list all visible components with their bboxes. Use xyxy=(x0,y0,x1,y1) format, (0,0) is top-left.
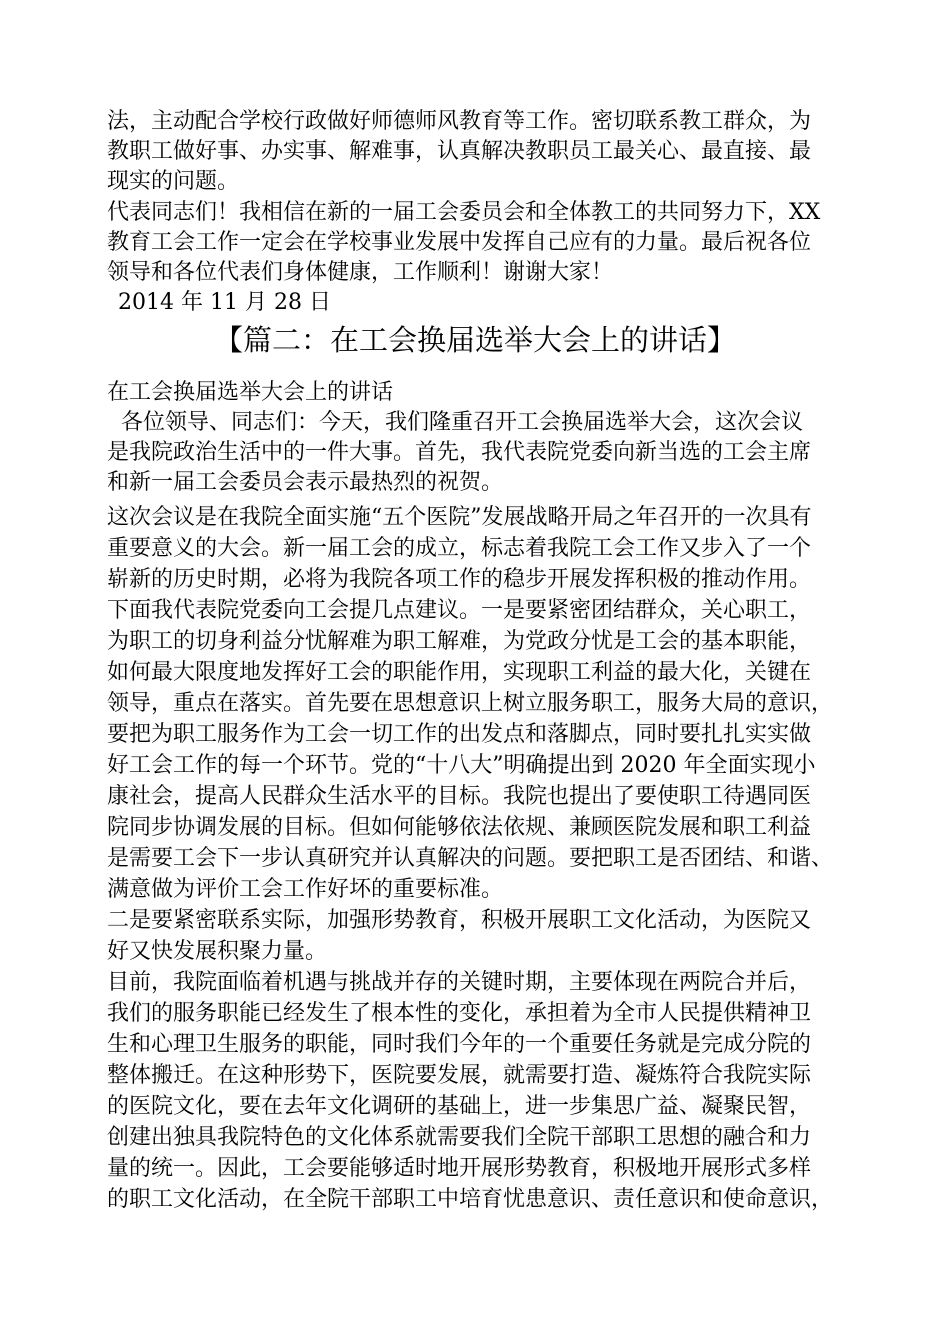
paragraph-line: 和新一届工会委员会表示最热烈的祝贺。 xyxy=(107,470,504,495)
document-date: 2014 年 11 月 28 日 xyxy=(118,290,331,315)
paragraph-line: 目前，我院面临着机遇与挑战并存的关键时期，主要体现在两院合并后， xyxy=(107,970,812,995)
paragraph-line: 领导，重点在落实。首先要在思想意识上树立服务职工，服务大局的意识， xyxy=(107,691,834,716)
paragraph-line: 要把为职工服务作为工会一切工作的出发点和落脚点，同时要扎扎实实做 xyxy=(107,722,812,747)
paragraph-line: 整体搬迁。在这种形势下，医院要发展，就需要打造、凝炼符合我院实际 xyxy=(107,1063,812,1088)
paragraph-line: 崭新的历史时期，必将为我院各项工作的稳步开展发挥积极的推动作用。 xyxy=(107,567,812,592)
paragraph-line: 是需要工会下一步认真研究并认真解决的问题。要把职工是否团结、和谐、 xyxy=(107,846,834,871)
paragraph-line: 重要意义的大会。新一届工会的成立，标志着我院工会工作又步入了一个 xyxy=(107,536,812,561)
paragraph-line: 如何最大限度地发挥好工会的职能作用，实现职工利益的最大化，关键在 xyxy=(107,660,812,685)
speech-title: 在工会换届选举大会上的讲话 xyxy=(107,380,394,405)
paragraph-line: 下面我代表院党委向工会提几点建议。一是要紧密团结群众，关心职工， xyxy=(107,598,812,623)
paragraph-line: 的医院文化，要在去年文化调研的基础上，进一步集思广益、凝聚民智， xyxy=(107,1094,812,1119)
paragraph-line: 我们的服务职能已经发生了根本性的变化，承担着为全市人民提供精神卫 xyxy=(107,1001,812,1026)
paragraph-line: 二是要紧密联系实际，加强形势教育，积极开展职工文化活动，为医院又 xyxy=(107,908,812,933)
paragraph-line: 是我院政治生活中的一件大事。首先，我代表院党委向新当选的工会主席 xyxy=(107,440,812,465)
paragraph-line: 为职工的切身利益分忧解难为职工解难，为党政分忧是工会的基本职能， xyxy=(107,629,812,654)
paragraph-line: 好工会工作的每一个环节。党的“十八大”明确提出到 2020 年全面实现小 xyxy=(107,753,816,778)
paragraph-line: 代表同志们！我相信在新的一届工会委员会和全体教工的共同努力下，XX xyxy=(107,200,821,225)
paragraph-line: 生和心理卫生服务的职能，同时我们今年的一个重要任务就是完成分院的 xyxy=(107,1032,812,1057)
paragraph-line: 法，主动配合学校行政做好师德师风教育等工作。密切联系教工群众，为 xyxy=(107,109,812,134)
paragraph-line: 康社会，提高人民群众生活水平的目标。我院也提出了要使职工待遇同医 xyxy=(107,784,812,809)
paragraph-line: 量的统一。因此，工会要能够适时地开展形势教育，积极地开展形式多样 xyxy=(107,1156,812,1181)
paragraph-line: 领导和各位代表们身体健康，工作顺利！谢谢大家！ xyxy=(107,260,614,285)
paragraph-line: 的职工文化活动，在全院干部职工中培育忧患意识、责任意识和使命意识， xyxy=(107,1187,834,1212)
section-heading: 【篇二：在工会换届选举大会上的讲话】 xyxy=(213,323,736,357)
paragraph-line: 院同步协调发展的目标。但如何能够依法依规、兼顾医院发展和职工利益 xyxy=(107,815,812,840)
paragraph-line: 满意做为评价工会工作好坏的重要标准。 xyxy=(107,877,504,902)
paragraph-line: 教育工会工作一定会在学校事业发展中发挥自己应有的力量。最后祝各位 xyxy=(107,230,812,255)
paragraph-line: 好又快发展积聚力量。 xyxy=(107,939,328,964)
paragraph-line: 这次会议是在我院全面实施“五个医院”发展战略开局之年召开的一次具有 xyxy=(107,505,812,530)
paragraph-line: 教职工做好事、办实事、解难事，认真解决教职员工最关心、最直接、最 xyxy=(107,139,812,164)
paragraph-line: 现实的问题。 xyxy=(107,169,240,194)
paragraph-line: 创建出独具我院特色的文化体系就需要我们全院干部职工思想的融合和力 xyxy=(107,1125,812,1150)
paragraph-line: 各位领导、同志们：今天，我们隆重召开工会换届选举大会，这次会议 xyxy=(107,410,803,435)
